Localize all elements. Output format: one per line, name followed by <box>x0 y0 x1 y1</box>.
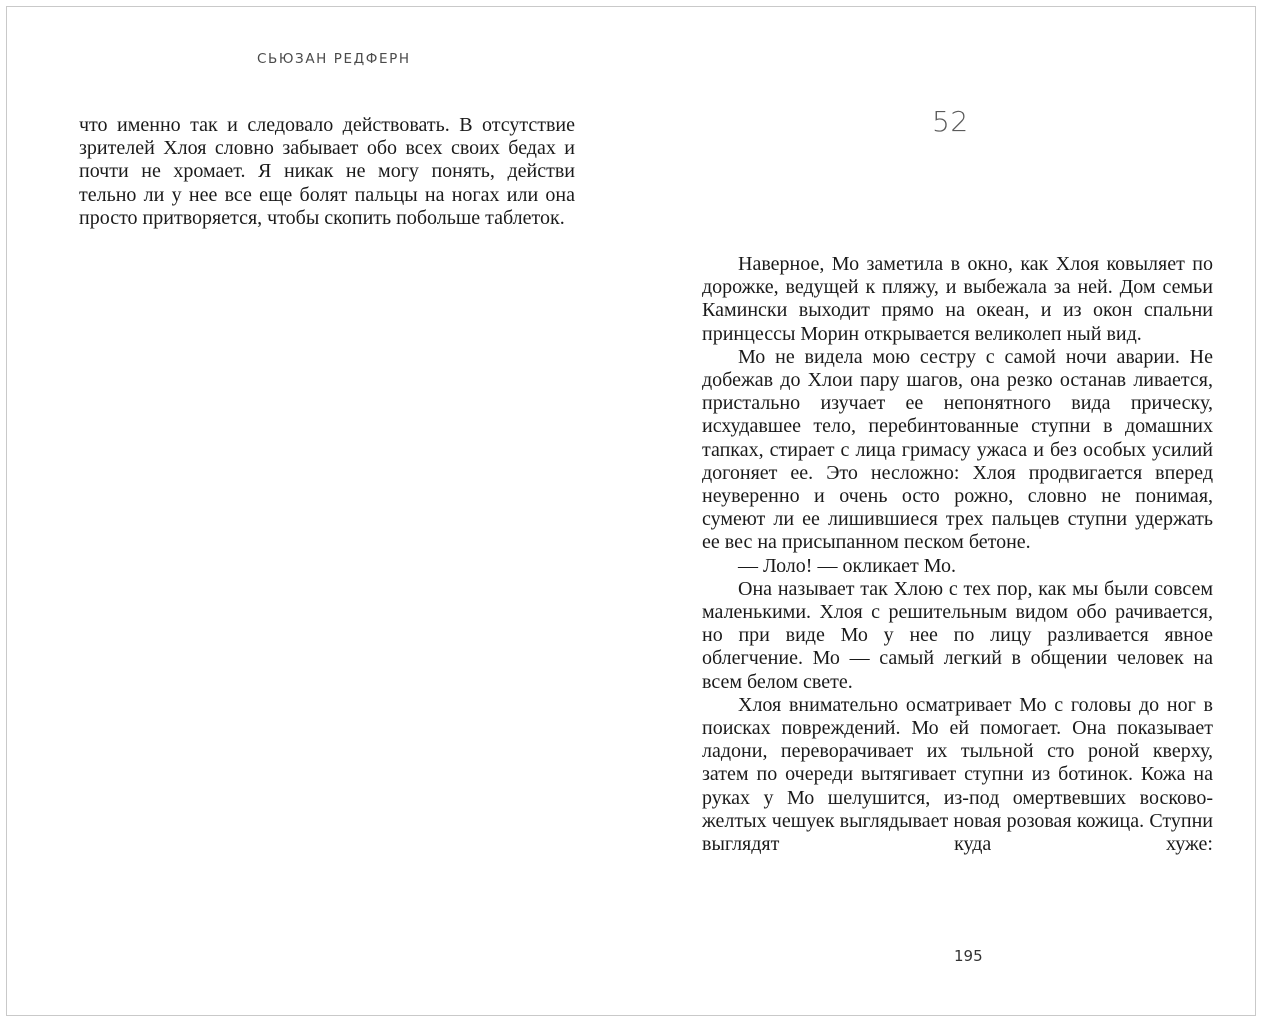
text-line: семьи Камински выходит прямо на океан, и из окон <box>702 276 1213 322</box>
text-line: Она называет так Хлою с тех пор, как мы были <box>738 577 1155 600</box>
dialogue-line <box>702 555 1213 578</box>
text-line: она просто притворяется, чтобы скопить побольше <box>79 183 575 229</box>
text-line: Хлоя продвигается вперед неуверенно и очень осто <box>702 461 1213 508</box>
text-line: ног в поисках повреждений. Мо ей помогает. Она <box>702 693 1213 740</box>
text-line: ный вид. <box>1066 322 1142 345</box>
text-paragraph <box>702 578 1213 694</box>
right-page-text <box>702 253 1213 856</box>
text-line: в домашних тапках, стирает с лица гримасу ужаса <box>702 415 1213 461</box>
text-line: новая розовая кожица. Ступни выглядят куда хуже: <box>702 809 1214 856</box>
text-line: совсем маленькими. Хлоя с решительным видом обо <box>702 577 1213 624</box>
text-line: таблеток. <box>485 206 565 229</box>
text-line: рожно, словно не понимая, сумеют ли ее лишившиеся <box>702 485 1214 531</box>
text-paragraph <box>79 114 575 230</box>
text-line: и без особых усилий догоняет ее. Это несложно: <box>702 438 1213 484</box>
text-line: спальни принцессы Морин открывается великолеп <box>702 299 1213 345</box>
text-line: Наверное, Мо заметила в окно, как Хлоя ковыляет <box>738 253 1193 275</box>
text-line: роной кверху, затем по очереди вытягивает ступни <box>702 740 1213 786</box>
text-line: зрителей Хлоя словно забывает обо всех своих бедах <box>79 137 565 160</box>
page-number: 195 <box>954 947 983 965</box>
text-line: — Лоло! — окликает Мо. <box>738 554 957 577</box>
text-line: и почти не хромает. Я никак не могу понять, действи <box>79 137 575 183</box>
text-line: явное облегчение. Мо — самый легкий в общении <box>702 624 1213 670</box>
text-line: Не добежав до Хлои пару шагов, она резко останав <box>702 345 1213 392</box>
text-line: из ботинок. Кожа на руках у Мо шелушится, из-под <box>702 763 1213 809</box>
running-head: СЬЮЗАН РЕДФЕРН <box>257 51 411 67</box>
text-paragraph <box>702 346 1213 555</box>
right-page <box>632 7 1257 1015</box>
text-line: рачивается, но при виде Мо у нее по лицу разливается <box>702 601 1214 647</box>
text-paragraph <box>702 694 1213 856</box>
text-paragraph <box>702 253 1213 346</box>
text-line: ливается, пристально изучает ее непонятного вида <box>702 369 1213 415</box>
text-line: по дорожке, ведущей к пляжу, и выбежала за ней. Дом <box>702 253 1213 299</box>
text-line: Хлоя внимательно осматривает Мо с головы до <box>738 693 1167 716</box>
text-line: Мо не видела мою сестру с самой ночи аварии. <box>738 345 1190 368</box>
text-line: тельно ли у нее все еще болят пальцы на ногах или <box>79 183 546 206</box>
chapter-number: 52 <box>932 105 969 138</box>
book-spread <box>6 6 1256 1016</box>
text-line: трех пальцев ступни удержать ее вес на присыпанном <box>702 508 1213 554</box>
left-page-text <box>79 114 575 230</box>
text-line: песком бетоне. <box>903 531 1031 554</box>
text-line: что именно так и следовало действовать. В отсутствие <box>79 114 575 136</box>
text-line: показывает ладони, переворачивает их тыльной сто <box>702 717 1213 763</box>
text-line: омертвевших восково-желтых чешуек выглядывает <box>702 786 1213 832</box>
text-line: прическу, исхудавшее тело, перебинтованные ступни <box>702 392 1213 438</box>
left-page <box>7 7 632 1015</box>
text-line: человек на всем белом свете. <box>702 647 1213 693</box>
